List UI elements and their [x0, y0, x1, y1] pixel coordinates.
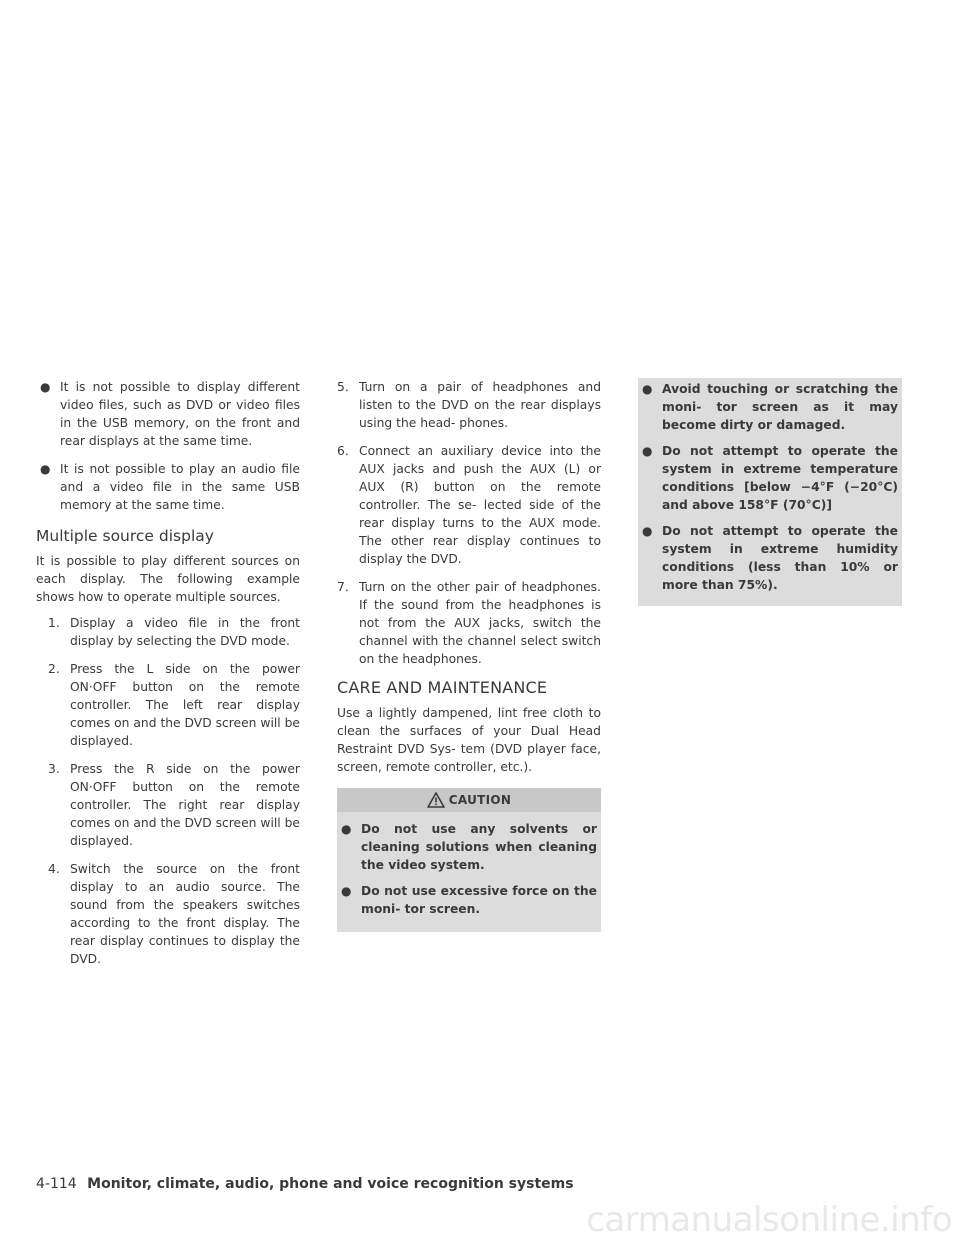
step-item: 7. Turn on the other pair of headphones. If the sound from the headphones is not from the AUX jacks, switch the channel with the channel select switch on the headphones. — [337, 580, 601, 666]
bullet-icon: ● — [642, 524, 653, 538]
page-number: 4-114 — [36, 1176, 77, 1192]
caution-item: ● Do not attempt to operate the system in extreme temperature conditions [below −4°F (−20°C) and above 158°F (70°C)] — [642, 444, 898, 512]
bullet-icon: ● — [642, 382, 653, 396]
column-middle — [337, 378, 601, 932]
caution-header — [337, 788, 601, 812]
bullet-icon: ● — [341, 884, 352, 898]
step-item: 4. Switch the source on the front display to an audio source. The sound from the speakers switches according to the front display. The rear display continues to display the DVD. — [48, 862, 300, 966]
watermark: carmanualsonline.info — [586, 1200, 952, 1240]
step-item: 2. Press the L side on the power ON·OFF button on the remote controller. The left rear display comes on and the DVD screen will be displayed. — [48, 662, 300, 748]
step-number: 3. — [48, 762, 60, 776]
caution-item: ● Do not use excessive force on the moni- tor screen. — [341, 884, 597, 916]
page-footer — [36, 1176, 574, 1192]
column-left — [36, 378, 300, 978]
step-number: 6. — [337, 444, 349, 458]
step-number: 4. — [48, 862, 60, 876]
caution-box — [337, 788, 601, 932]
caution-item: ● Do not attempt to operate the system in extreme humidity conditions (less than 10% or more than 75%). — [642, 524, 898, 592]
step-item: 1. Display a video file in the front display by selecting the DVD mode. — [48, 616, 300, 648]
bullet-icon: ● — [40, 462, 51, 476]
list-item: ● It is not possible to display different video files, such as DVD or video files in the USB memory, on the front and rear displays at the same time. — [40, 380, 300, 448]
step-item: 6. Connect an auxiliary device into the AUX jacks and push the AUX (L) or AUX (R) button on the remote controller. The se- lected side of the rear display turns to the AUX mode. The other rear display continues to display the DVD. — [337, 444, 601, 566]
step-number: 7. — [337, 580, 349, 594]
caution-item: ● Do not use any solvents or cleaning solutions when cleaning the video system. — [341, 822, 597, 872]
section-title: Monitor, climate, audio, phone and voice recognition systems — [87, 1176, 574, 1192]
care-paragraph: Use a lightly dampened, lint free cloth to clean the surfaces of your Dual Head Restraint DVD Sys- tem (DVD player face, screen, remote controller, etc.). — [337, 706, 601, 774]
caution-box-continued — [638, 378, 902, 606]
caution-item: ● Avoid touching or scratching the moni- tor screen as it may become dirty or damaged. — [642, 382, 898, 432]
section-heading-multiple-source: Multiple source display — [36, 527, 214, 545]
step-item: 5. Turn on a pair of headphones and listen to the DVD on the rear displays using the head- phones. — [337, 380, 601, 430]
caution-label: CAUTION — [448, 793, 512, 807]
column-right — [638, 378, 902, 606]
list-item: ● It is not possible to play an audio file and a video file in the same USB memory at the same time. — [40, 462, 300, 512]
bullet-icon: ● — [341, 822, 352, 836]
bullet-icon: ● — [642, 444, 653, 458]
step-number: 5. — [337, 380, 349, 394]
warning-triangle-icon — [427, 792, 445, 808]
step-number: 2. — [48, 662, 60, 676]
section-heading-care-maintenance: CARE AND MAINTENANCE — [337, 678, 548, 697]
bullet-icon: ● — [40, 380, 51, 394]
step-number: 1. — [48, 616, 60, 630]
intro-paragraph: It is possible to play different sources on each display. The following example shows how to operate multiple sources. — [36, 554, 300, 604]
step-item: 3. Press the R side on the power ON·OFF button on the remote controller. The right rear display comes on and the DVD screen will be displayed. — [48, 762, 300, 848]
